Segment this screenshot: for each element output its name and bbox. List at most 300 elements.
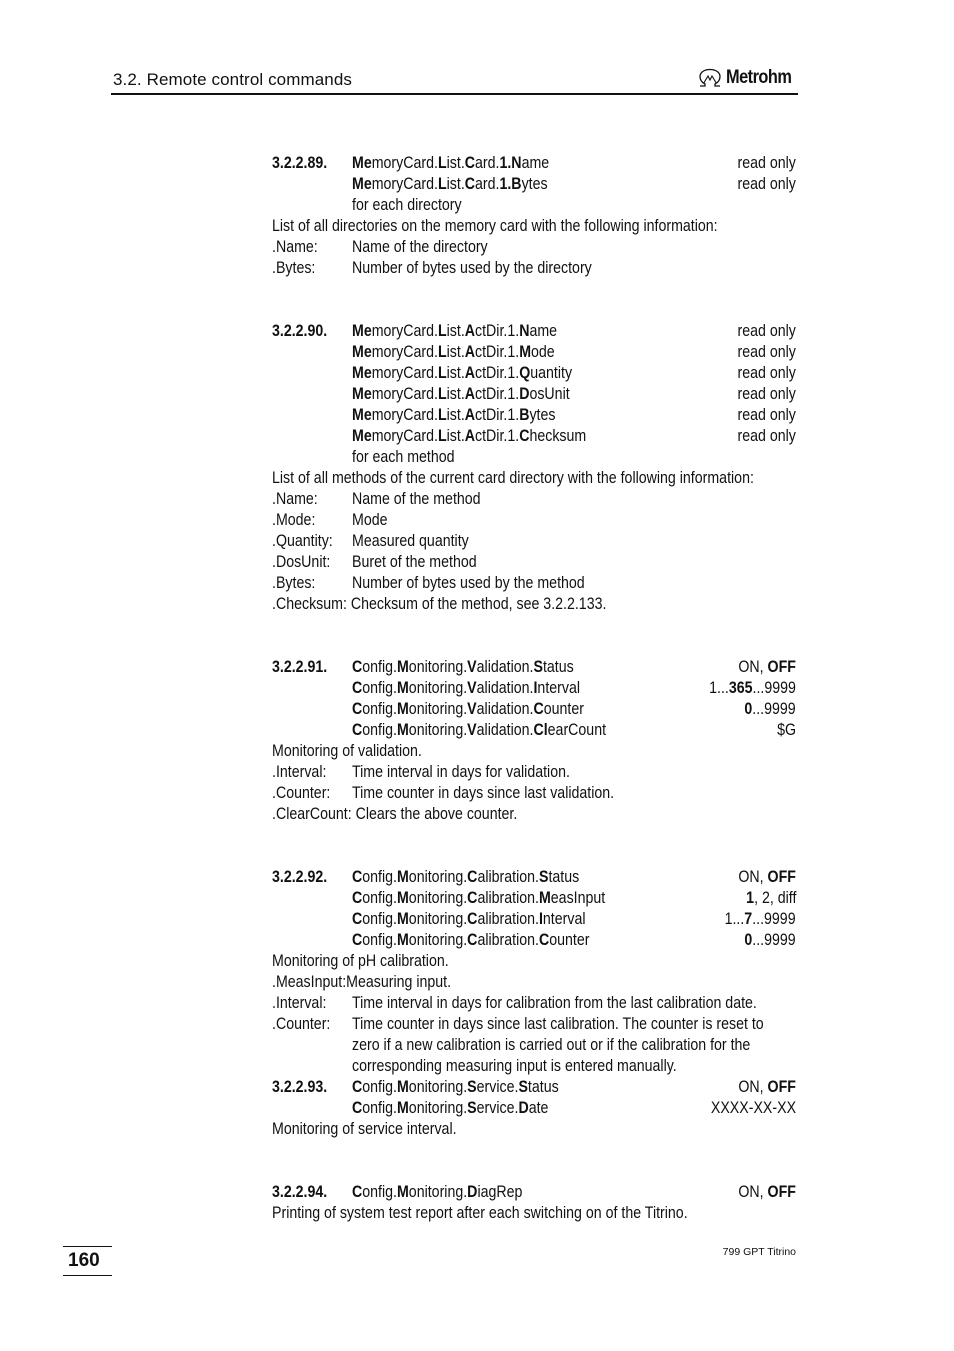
definition-term: .Quantity:	[272, 532, 333, 550]
command-section	[272, 153, 796, 279]
paragraph-line	[272, 951, 796, 972]
command-keyletters: C	[352, 910, 363, 928]
command-keyletters: OFF	[767, 658, 796, 676]
definition-description: Time counter in days since last calibration. The counter is reset to	[352, 1015, 764, 1033]
section-number: 3.2.2.92.	[272, 868, 328, 886]
command-text: nterval	[542, 910, 586, 928]
command-text: hecksum	[529, 427, 587, 445]
command-text: ...9999	[752, 700, 796, 718]
definition-description: Time interval in days for calibration from the last calibration date.	[352, 994, 757, 1012]
command-line	[272, 342, 796, 363]
command-keyletters: I	[533, 679, 538, 697]
command-value	[745, 699, 796, 720]
command-keyletters: L	[437, 406, 447, 424]
command-keyletters: M	[396, 658, 409, 676]
command-keyletters: V	[467, 679, 477, 697]
command-text: ctDir.1.	[475, 322, 520, 340]
command-line	[272, 153, 796, 174]
continuation-line	[272, 1035, 796, 1056]
command-text: read only	[737, 343, 796, 361]
definition-line	[272, 993, 796, 1014]
command-keyletters: Me	[352, 154, 372, 172]
command-text: ate	[528, 1099, 549, 1117]
command-keyletters: OFF	[767, 868, 796, 886]
command-keyletters: Me	[352, 406, 372, 424]
continuation-line	[272, 1056, 796, 1077]
command-keyletters: Cl	[533, 721, 548, 739]
definition-line	[272, 1014, 796, 1035]
command-line	[272, 1077, 796, 1098]
command-line	[272, 405, 796, 426]
section-number: 3.2.2.89.	[272, 154, 328, 172]
section-number: 3.2.2.90.	[272, 322, 328, 340]
command-keyletters: S	[467, 1078, 477, 1096]
command-value	[738, 426, 796, 447]
definition-term: .Interval:	[272, 763, 327, 781]
command-keyletters: OFF	[767, 1078, 796, 1096]
command-keyletters: C	[352, 679, 363, 697]
command-name	[352, 384, 570, 405]
command-keyletters: 0	[744, 931, 753, 949]
command-keyletters: C	[467, 889, 478, 907]
command-keyletters: S	[538, 868, 549, 886]
command-keyletters: C	[464, 175, 476, 193]
command-keyletters: M	[538, 889, 551, 907]
command-text: read only	[737, 154, 796, 172]
command-keyletters: S	[467, 1099, 477, 1117]
command-line	[272, 363, 796, 384]
definition-description: Mode	[352, 511, 388, 529]
definition-description: Time counter in days since last validation.	[352, 784, 615, 802]
command-value	[711, 1098, 796, 1119]
definition-line	[272, 489, 796, 510]
command-keyletters: Me	[352, 427, 372, 445]
command-keyletters: V	[467, 658, 477, 676]
command-keyletters: L	[437, 154, 447, 172]
command-keyletters: Me	[352, 175, 372, 193]
command-keyletters: L	[437, 427, 447, 445]
command-keyletters: A	[464, 364, 476, 382]
command-text: ON,	[738, 658, 768, 676]
command-text: ame	[521, 154, 550, 172]
command-text: moryCard.	[371, 175, 438, 193]
command-keyletters: C	[352, 1183, 363, 1201]
command-text: earCount	[547, 721, 607, 739]
command-line	[272, 678, 796, 699]
command-text: ist.	[446, 364, 465, 382]
command-text: ervice.	[476, 1078, 519, 1096]
paragraph-line	[272, 972, 796, 993]
command-keyletters: C	[464, 154, 476, 172]
command-text: ctDir.1.	[475, 385, 520, 403]
command-text: ist.	[446, 322, 465, 340]
command-keyletters: C	[519, 427, 530, 445]
command-keyletters: Me	[352, 322, 372, 340]
definition-term: .Name:	[272, 238, 318, 256]
definition-line	[272, 258, 796, 279]
command-value	[738, 153, 796, 174]
command-text: moryCard.	[371, 385, 438, 403]
definition-description: Buret of the method	[352, 553, 477, 571]
command-text: ON,	[738, 868, 768, 886]
command-text: ytes	[521, 175, 548, 193]
command-name	[352, 321, 557, 342]
command-text: iagRep	[477, 1183, 523, 1201]
command-text: alidation.	[476, 721, 534, 739]
definition-line	[272, 237, 796, 258]
command-text: ist.	[446, 343, 465, 361]
command-keyletters: V	[467, 700, 477, 718]
command-section	[272, 867, 796, 1140]
command-name	[352, 363, 572, 384]
command-name	[352, 930, 589, 951]
definition-description: Number of bytes used by the method	[352, 574, 585, 592]
command-text: ctDir.1.	[475, 343, 520, 361]
command-keyletters: 1.N	[499, 154, 522, 172]
command-text: onfig.	[362, 889, 397, 907]
command-text: ame	[529, 322, 558, 340]
paragraph-line	[272, 594, 796, 615]
command-keyletters: M	[396, 721, 409, 739]
footer-product-name: 799 GPT Titrino	[722, 1246, 796, 1258]
section-gap	[272, 1140, 796, 1182]
command-text: onfig.	[362, 1183, 397, 1201]
command-line	[272, 720, 796, 741]
command-text: alibration.	[477, 868, 539, 886]
header-rule	[111, 93, 798, 95]
command-value	[738, 384, 796, 405]
command-keyletters: A	[464, 322, 476, 340]
definition-line	[272, 762, 796, 783]
command-keyletters: A	[464, 427, 476, 445]
command-keyletters: C	[352, 868, 363, 886]
command-text: , 2, diff	[753, 889, 796, 907]
continuation-text: for each method	[352, 448, 455, 466]
command-text: ounter	[549, 931, 590, 949]
command-text: uantity	[530, 364, 573, 382]
command-keyletters: D	[467, 1183, 478, 1201]
command-keyletters: M	[396, 700, 409, 718]
command-text: read only	[737, 364, 796, 382]
command-line	[272, 384, 796, 405]
command-text: read only	[737, 385, 796, 403]
continuation-line	[272, 195, 796, 216]
command-keyletters: V	[467, 721, 477, 739]
definition-line	[272, 783, 796, 804]
omega-logo-icon	[697, 68, 723, 88]
command-keyletters: Me	[352, 343, 372, 361]
command-value	[746, 888, 796, 909]
definition-line	[272, 510, 796, 531]
command-text: moryCard.	[371, 406, 438, 424]
paragraph-text: Printing of system test report after each switching on of the Titrino.	[272, 1204, 688, 1222]
command-text: ard.	[475, 154, 500, 172]
command-line	[272, 174, 796, 195]
definition-description: Number of bytes used by the directory	[352, 259, 592, 277]
command-text: easInput	[550, 889, 606, 907]
paragraph-line	[272, 741, 796, 762]
command-text: onitoring.	[408, 1183, 468, 1201]
command-text: moryCard.	[371, 343, 438, 361]
command-text: alibration.	[477, 889, 539, 907]
command-text: ist.	[446, 154, 465, 172]
section-gap	[272, 615, 796, 657]
paragraph-text: List of all directories on the memory card with the following information:	[272, 217, 718, 235]
continuation-text: for each directory	[352, 196, 462, 214]
command-text: onfig.	[362, 910, 397, 928]
definition-description: Name of the method	[352, 490, 481, 508]
command-text: ist.	[446, 406, 465, 424]
command-keyletters: C	[538, 931, 550, 949]
command-text: moryCard.	[371, 364, 438, 382]
command-keyletters: M	[396, 1183, 409, 1201]
command-keyletters: Me	[352, 364, 372, 382]
command-text: read only	[737, 406, 796, 424]
command-text: ist.	[446, 427, 465, 445]
command-text: onfig.	[362, 721, 397, 739]
command-value	[738, 657, 796, 678]
command-text: ...9999	[752, 679, 796, 697]
command-section	[272, 1182, 796, 1224]
command-value	[777, 720, 796, 741]
command-name	[352, 174, 548, 195]
command-text: onfig.	[362, 1078, 397, 1096]
command-text: onitoring.	[408, 931, 468, 949]
continuation-text: corresponding measuring input is entered manually.	[352, 1057, 677, 1075]
paragraph-line	[272, 216, 796, 237]
command-keyletters: I	[538, 910, 543, 928]
definition-line	[272, 552, 796, 573]
command-text: onitoring.	[408, 889, 468, 907]
command-keyletters: 365	[728, 679, 753, 697]
command-keyletters: M	[519, 343, 532, 361]
command-keyletters: D	[519, 385, 530, 403]
paragraph-text: .ClearCount: Clears the above counter.	[272, 805, 518, 823]
command-name	[352, 426, 586, 447]
command-text: nterval	[537, 679, 581, 697]
section-gap	[272, 279, 796, 321]
command-text: ON,	[738, 1183, 768, 1201]
brand-name: Metrohm	[726, 67, 792, 88]
command-line	[272, 699, 796, 720]
command-value	[738, 405, 796, 426]
command-text: ctDir.1.	[475, 406, 520, 424]
command-text: ctDir.1.	[475, 427, 520, 445]
definition-term: .Counter:	[272, 784, 331, 802]
definition-term: .Name:	[272, 490, 318, 508]
command-keyletters: C	[533, 700, 544, 718]
paragraph-line	[272, 1119, 796, 1140]
command-keyletters: M	[396, 931, 409, 949]
definition-description: Name of the directory	[352, 238, 488, 256]
command-text: onitoring.	[408, 910, 468, 928]
command-text: onitoring.	[408, 1099, 468, 1117]
command-keyletters: Me	[352, 385, 372, 403]
paragraph-text: .MeasInput:Measuring input.	[272, 973, 452, 991]
command-name	[352, 153, 549, 174]
definition-term: .Mode:	[272, 511, 316, 529]
command-name	[352, 699, 584, 720]
command-keyletters: M	[396, 910, 409, 928]
command-keyletters: S	[533, 658, 543, 676]
command-keyletters: C	[467, 931, 478, 949]
command-text: onitoring.	[408, 658, 468, 676]
command-line	[272, 657, 796, 678]
command-value	[738, 174, 796, 195]
command-text: ...9999	[752, 931, 796, 949]
command-keyletters: 1.B	[499, 175, 522, 193]
command-value	[745, 930, 796, 951]
command-keyletters: C	[352, 889, 363, 907]
definition-term: .Interval:	[272, 994, 327, 1012]
command-name	[352, 888, 605, 909]
command-keyletters: OFF	[767, 1183, 796, 1201]
command-keyletters: M	[396, 679, 409, 697]
command-text: moryCard.	[371, 427, 438, 445]
command-name	[352, 1098, 548, 1119]
command-keyletters: D	[518, 1099, 529, 1117]
command-keyletters: L	[437, 385, 447, 403]
command-text: 1...	[724, 910, 745, 928]
command-keyletters: C	[352, 1078, 363, 1096]
section-gap	[272, 825, 796, 867]
command-text: onitoring.	[408, 868, 468, 886]
command-line	[272, 321, 796, 342]
paragraph-text: Monitoring of service interval.	[272, 1120, 457, 1138]
command-text: ctDir.1.	[475, 364, 520, 382]
command-text: alibration.	[477, 931, 539, 949]
command-value	[738, 1077, 796, 1098]
command-text: ist.	[446, 175, 465, 193]
command-line	[272, 888, 796, 909]
command-text: moryCard.	[371, 154, 438, 172]
command-name	[352, 657, 574, 678]
command-text: read only	[737, 322, 796, 340]
definition-description: Measured quantity	[352, 532, 469, 550]
definition-term: .DosUnit:	[272, 553, 331, 571]
paragraph-text: Monitoring of validation.	[272, 742, 422, 760]
command-text: read only	[737, 427, 796, 445]
definition-term: .Bytes:	[272, 574, 316, 592]
command-text: 1...	[709, 679, 729, 697]
command-line	[272, 909, 796, 930]
command-text: onfig.	[362, 700, 397, 718]
document-body	[272, 153, 796, 1224]
command-text: tatus	[527, 1078, 559, 1096]
brand-logo	[697, 66, 802, 90]
command-text: tatus	[542, 658, 574, 676]
page-number-rule-bottom	[63, 1275, 112, 1276]
command-text: onfig.	[362, 931, 397, 949]
command-text: ard.	[475, 175, 500, 193]
command-text: alidation.	[476, 658, 534, 676]
command-keyletters: L	[437, 364, 447, 382]
running-header-section: 3.2. Remote control commands	[113, 70, 353, 89]
command-keyletters: Q	[519, 364, 531, 382]
section-number: 3.2.2.94.	[272, 1183, 328, 1201]
command-text: onfig.	[362, 679, 397, 697]
definition-term: .Bytes:	[272, 259, 316, 277]
command-name	[352, 405, 555, 426]
command-text: ytes	[529, 406, 556, 424]
paragraph-line	[272, 1203, 796, 1224]
command-section	[272, 657, 796, 825]
command-keyletters: M	[396, 1099, 409, 1117]
command-text: ...9999	[752, 910, 796, 928]
definition-line	[272, 531, 796, 552]
command-text: read only	[737, 175, 796, 193]
command-section	[272, 321, 796, 615]
command-keyletters: C	[352, 700, 363, 718]
command-text: osUnit	[529, 385, 570, 403]
command-keyletters: 0	[744, 700, 753, 718]
command-value	[738, 867, 796, 888]
command-text: onfig.	[362, 1099, 397, 1117]
command-text: onitoring.	[408, 721, 468, 739]
paragraph-line	[272, 468, 796, 489]
command-keyletters: L	[437, 322, 447, 340]
command-text: onfig.	[362, 658, 397, 676]
paragraph-text: List of all methods of the current card directory with the following information:	[272, 469, 754, 487]
command-keyletters: C	[352, 1099, 363, 1117]
command-name	[352, 909, 586, 930]
command-text: ist.	[446, 385, 465, 403]
definition-term: .Counter:	[272, 1015, 331, 1033]
command-keyletters: B	[519, 406, 530, 424]
command-name	[352, 1182, 522, 1203]
command-value	[709, 678, 796, 699]
section-number: 3.2.2.93.	[272, 1078, 328, 1096]
section-number: 3.2.2.91.	[272, 658, 328, 676]
page-number: 160	[68, 1250, 100, 1271]
command-text: $G	[777, 721, 796, 739]
command-keyletters: C	[352, 931, 363, 949]
command-name	[352, 342, 555, 363]
command-line	[272, 1098, 796, 1119]
command-name	[352, 1077, 559, 1098]
command-keyletters: 7	[744, 910, 753, 928]
command-keyletters: L	[437, 175, 447, 193]
command-keyletters: L	[437, 343, 447, 361]
command-keyletters: M	[396, 1078, 409, 1096]
command-keyletters: A	[464, 343, 476, 361]
command-value	[738, 342, 796, 363]
paragraph-line	[272, 804, 796, 825]
definition-line	[272, 573, 796, 594]
command-line	[272, 930, 796, 951]
command-text: XXXX-XX-XX	[710, 1099, 796, 1117]
command-text: moryCard.	[371, 322, 438, 340]
command-line	[272, 867, 796, 888]
command-name	[352, 720, 606, 741]
command-name	[352, 678, 580, 699]
command-keyletters: A	[464, 406, 476, 424]
command-keyletters: C	[467, 868, 478, 886]
command-keyletters: C	[352, 721, 363, 739]
command-keyletters: N	[519, 322, 530, 340]
command-keyletters: 1	[745, 889, 754, 907]
command-name	[352, 867, 579, 888]
command-keyletters: C	[352, 658, 363, 676]
command-text: ounter	[543, 700, 584, 718]
command-line	[272, 426, 796, 447]
command-text: ON,	[738, 1078, 768, 1096]
continuation-text: zero if a new calibration is carried out or if the calibration for the	[352, 1036, 751, 1054]
command-value	[725, 909, 796, 930]
command-value	[738, 363, 796, 384]
command-text: onfig.	[362, 868, 397, 886]
definition-description: Time interval in days for validation.	[352, 763, 570, 781]
